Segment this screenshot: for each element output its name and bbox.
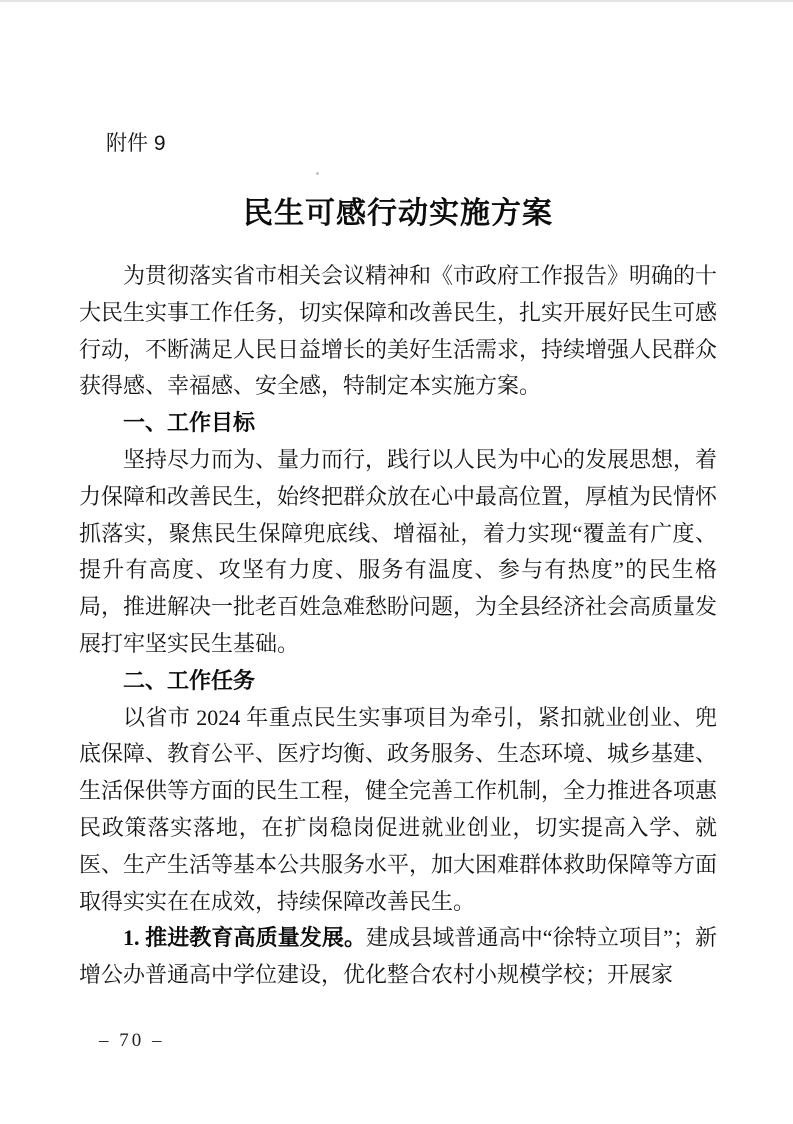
document-title: 民生可感行动实施方案: [243, 197, 553, 230]
attachment-label: 附件 9: [106, 132, 166, 155]
paragraph-task-item-1: [79, 920, 717, 994]
paragraph-preamble: 为贯彻落实省市相关会议精神和《市政府工作报告》明确的十大民生实事工作任务，切实保障和改善民生，扎实开展好民生可感行动，不断满足人民日益增长的美好生活需求，持续增强人民群众获得感、幸福感、安全感，特制定本实施方案。: [79, 263, 718, 399]
paragraph-work-tasks: 以省市 2024 年重点民生实事项目为牵引，紧扣就业创业、兜底保障、教育公平、医疗均衡、政务服务、生态环境、城乡基建、生活保供等方面的民生工程，健全完善工作机制，全力推进各项惠民政策落实落地，在扩岗稳岗促进就业创业，切实提高入学、就医、生产生活等基本公共服务水平，加大困难群体救助保障等方面取得实实在在成效，持续保障改善民生。: [79, 704, 718, 914]
document-content: [79, 130, 717, 994]
task-item-1-text: 建成县域普通高中“徐特立项目”；新增公办普通高中学位建设，优化整合农村小规模学校；开展家: [79, 925, 717, 988]
task-item-1-lead: 1. 推进教育高质量发展。: [123, 925, 367, 951]
paragraph-work-goals: 坚持尽力而为、量力而行，践行以人民为中心的发展思想，着力保障和改善民生，始终把群众放在心中最高位置，厚植为民情怀抓落实，聚焦民生保障兜底线、增福祉，着力实现“覆盖有广度、提升有高度、攻坚有力度、服务有温度、参与有热度”的民生格局，推进解决一批老百姓急难愁盼问题，为全县经济社会高质量发展打牢坚实民生基础。: [79, 446, 718, 656]
page-number: – 70 –: [99, 1030, 165, 1051]
section-heading-work-goals: 一、工作目标: [123, 410, 256, 436]
section-heading-work-tasks: 二、工作任务: [123, 667, 256, 693]
